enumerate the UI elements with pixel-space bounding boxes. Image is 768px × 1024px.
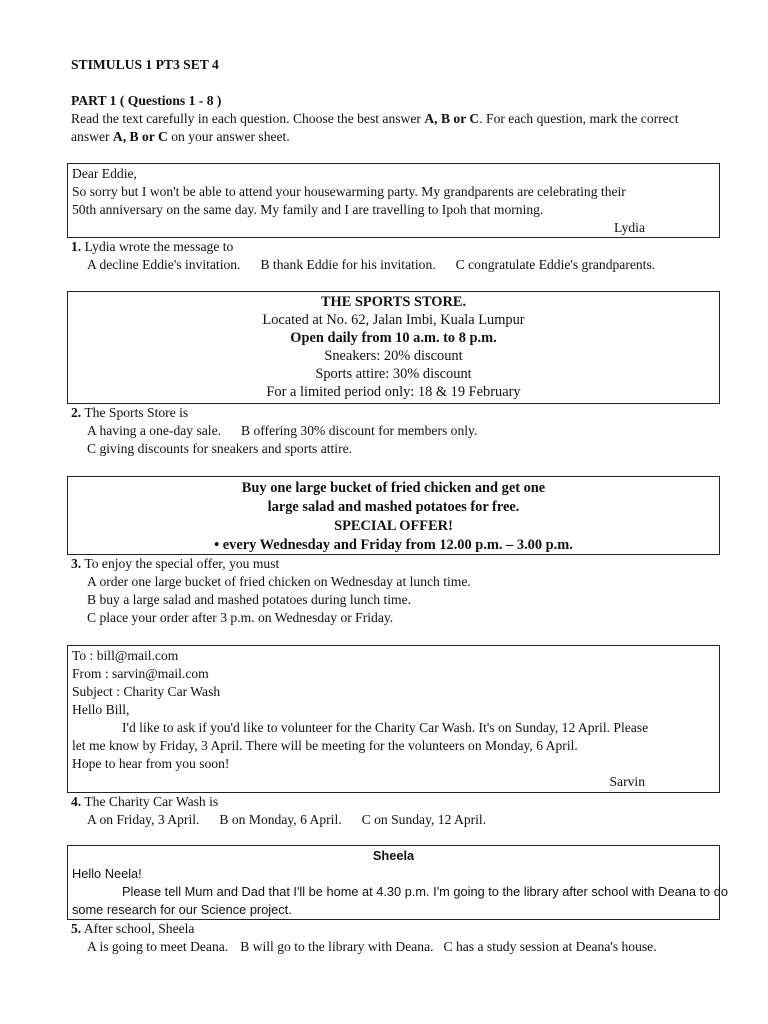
- email-greeting: Hello Bill,: [72, 702, 130, 717]
- question-number: 4.: [71, 794, 82, 809]
- notice-line: Open daily from 10 a.m. to 8 p.m.: [290, 330, 497, 346]
- option-b[interactable]: B buy a large salad and mashed potatoes during lunch time.: [87, 592, 412, 607]
- question-stem: After school, Sheela: [81, 921, 195, 936]
- instructions: Read the text carefully in each question. Choose the best answer A, B or C. For each question, mark the correct answer A, B or C on your answer sheet.: [71, 111, 679, 144]
- option-c[interactable]: C giving discounts for sneakers and sports attire.: [87, 441, 353, 456]
- message-greeting: Dear Eddie,: [72, 166, 137, 181]
- email-body-line: let me know by Friday, 3 April. There will be meeting for the volunteers on Monday, 6 April.: [72, 738, 578, 753]
- ad-line: large salad and mashed potatoes for free.: [267, 499, 520, 515]
- notice-line: Sneakers: 20% discount: [324, 348, 463, 364]
- note-heading: Sheela: [372, 848, 415, 863]
- question-5: [71, 920, 657, 956]
- notice-line: Sports attire: 30% discount: [315, 366, 472, 382]
- option-b[interactable]: B will go to the library with Deana.: [240, 939, 434, 954]
- email-body-line: Hope to hear from you soon!: [72, 756, 230, 771]
- ad-line: SPECIAL OFFER!: [334, 518, 453, 534]
- stimulus-3-special-offer-ad: [67, 476, 720, 555]
- option-a[interactable]: A decline Eddie's invitation.: [87, 257, 241, 272]
- question-4: [71, 793, 486, 829]
- email-subject: Subject : Charity Car Wash: [72, 684, 221, 699]
- email-from: From : sarvin@mail.com: [72, 666, 209, 681]
- option-c[interactable]: C has a study session at Deana's house.: [443, 939, 657, 954]
- question-stem: The Charity Car Wash is: [81, 794, 219, 809]
- question-stem: Lydia wrote the message to: [81, 239, 234, 254]
- option-a[interactable]: A order one large bucket of fried chicken on Wednesday at lunch time.: [87, 574, 471, 589]
- option-b[interactable]: B on Monday, 6 April.: [219, 812, 342, 827]
- option-b[interactable]: B thank Eddie for his invitation.: [260, 257, 436, 272]
- message-signature: Lydia: [614, 220, 645, 235]
- question-3: [71, 555, 471, 627]
- notice-line: THE SPORTS STORE.: [320, 294, 467, 310]
- option-b[interactable]: B offering 30% discount for members only.: [241, 423, 478, 438]
- notice-line: For a limited period only: 18 & 19 February: [266, 384, 521, 400]
- note-body-line: some research for our Science project.: [72, 902, 292, 917]
- option-c[interactable]: C on Sunday, 12 April.: [361, 812, 487, 827]
- question-number: 2.: [71, 405, 82, 420]
- ad-line: • every Wednesday and Friday from 12.00 p.m. – 3.00 p.m.: [214, 537, 573, 553]
- question-number: 3.: [71, 556, 82, 571]
- option-a[interactable]: A on Friday, 3 April.: [87, 812, 200, 827]
- message-line: So sorry but I won't be able to attend your housewarming party. My grandparents are celebrating their: [72, 184, 626, 199]
- question-2: [71, 404, 477, 458]
- question-stem: To enjoy the special offer, you must: [81, 556, 280, 571]
- email-signature: Sarvin: [609, 774, 645, 789]
- part-heading: PART 1 ( Questions 1 - 8 ): [71, 93, 222, 108]
- stimulus-4-email-box: [67, 645, 720, 793]
- stimulus-5-note-box: [67, 845, 728, 920]
- note-greeting: Hello Neela!: [72, 866, 142, 881]
- option-c[interactable]: C place your order after 3 p.m. on Wednesday or Friday.: [87, 610, 394, 625]
- question-number: 5.: [71, 921, 82, 936]
- note-body-line: Please tell Mum and Dad that I'll be home at 4.30 p.m. I'm going to the library after school with Deana to do: [122, 884, 728, 899]
- stimulus-1-message-box: [67, 163, 720, 238]
- stimulus-2-sports-store-notice: [67, 291, 720, 404]
- option-c[interactable]: C congratulate Eddie's grandparents.: [455, 257, 656, 272]
- worksheet-title: STIMULUS 1 PT3 SET 4: [71, 57, 219, 72]
- message-line: 50th anniversary on the same day. My family and I are travelling to Ipoh that morning.: [72, 202, 544, 217]
- email-body-line: I'd like to ask if you'd like to volunteer for the Charity Car Wash. It's on Sunday, 12 April. Please: [122, 720, 649, 735]
- option-a[interactable]: A having a one-day sale.: [87, 423, 222, 438]
- question-1: [71, 238, 655, 274]
- ad-line: Buy one large bucket of fried chicken and get one: [241, 480, 546, 496]
- question-number: 1.: [71, 239, 82, 254]
- question-stem: The Sports Store is: [81, 405, 189, 420]
- email-to: To : bill@mail.com: [72, 648, 179, 663]
- option-a[interactable]: A is going to meet Deana.: [87, 939, 229, 954]
- notice-line: Located at No. 62, Jalan Imbi, Kuala Lumpur: [262, 312, 525, 328]
